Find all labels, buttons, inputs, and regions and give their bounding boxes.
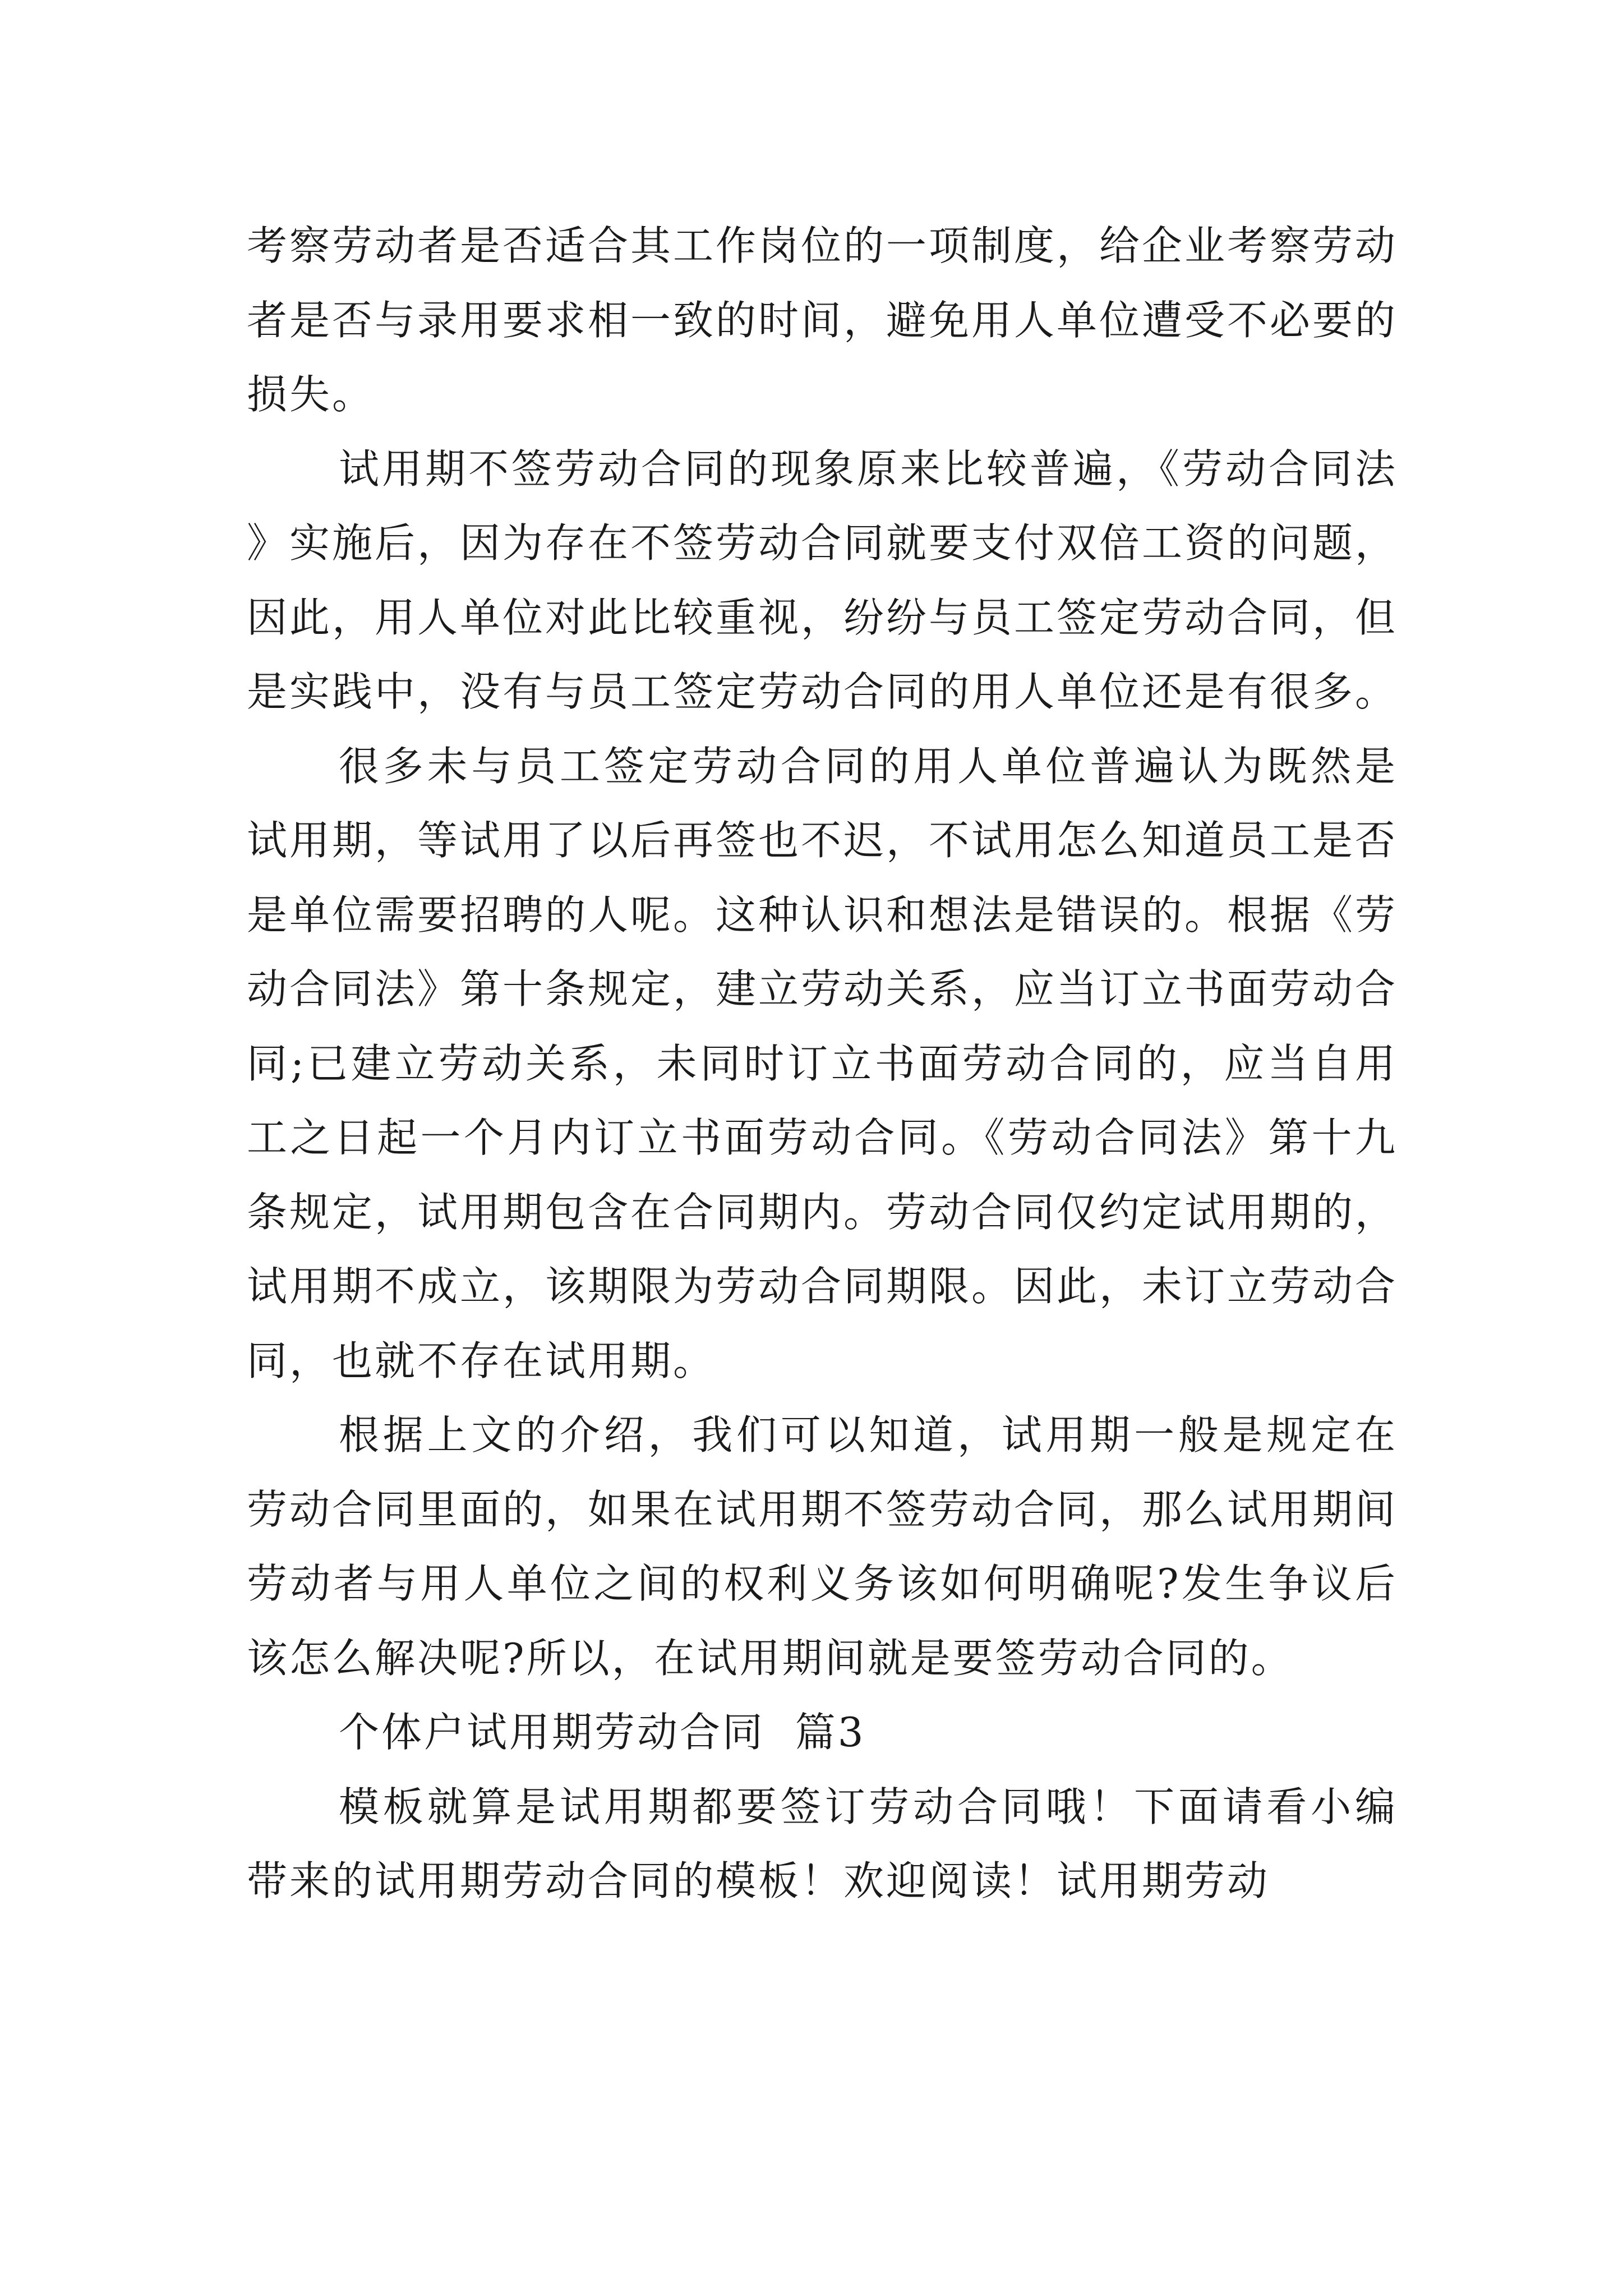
paragraph-5: 模板就算是试用期都要签订劳动合同哦！下面请看小编带来的试用期劳动合同的模板！欢迎阅读！试用期劳动	[247, 1783, 1398, 1904]
section-heading: 个体户试用期劳动合同 篇3	[339, 1709, 866, 1756]
paragraph-1: 考察劳动者是否适合其工作岗位的一项制度，给企业考察劳动者是否与录用要求相一致的时间，避免用人单位遭受不必要的损失。	[247, 222, 1398, 418]
paragraph-3: 很多未与员工签定劳动合同的用人单位普遍认为既然是试用期，等试用了以后再签也不迟，不试用怎么知道员工是否是单位需要招聘的人呢。这种认识和想法是错误的。根据《劳动合同法》第十条规定，建立劳动关系，应当订立书面劳动合同;已建立劳动关系，未同时订立书面劳动合同的，应当自用工之日起一个月内订立书面劳动合同。《劳动合同法》第十九条规定，试用期包含在合同期内。劳动合同仅约定试用期的，试用期不成立，该期限为劳动合同期限。因此，未订立劳动合同，也就不存在试用期。	[247, 742, 1398, 1384]
document-body	[247, 209, 1398, 1918]
paragraph-4: 根据上文的介绍，我们可以知道，试用期一般是规定在劳动合同里面的，如果在试用期不签劳动合同，那么试用期间劳动者与用人单位之间的权利义务该如何明确呢?发生争议后该怎么解决呢?所以，在试用期间就是要签劳动合同的。	[247, 1411, 1398, 1682]
paragraph-2: 试用期不签劳动合同的现象原来比较普遍，《劳动合同法》实施后，因为存在不签劳动合同就要支付双倍工资的问题，因此，用人单位对此比较重视，纷纷与员工签定劳动合同，但是实践中，没有与员工签定劳动合同的用人单位还是有很多。	[247, 445, 1398, 715]
